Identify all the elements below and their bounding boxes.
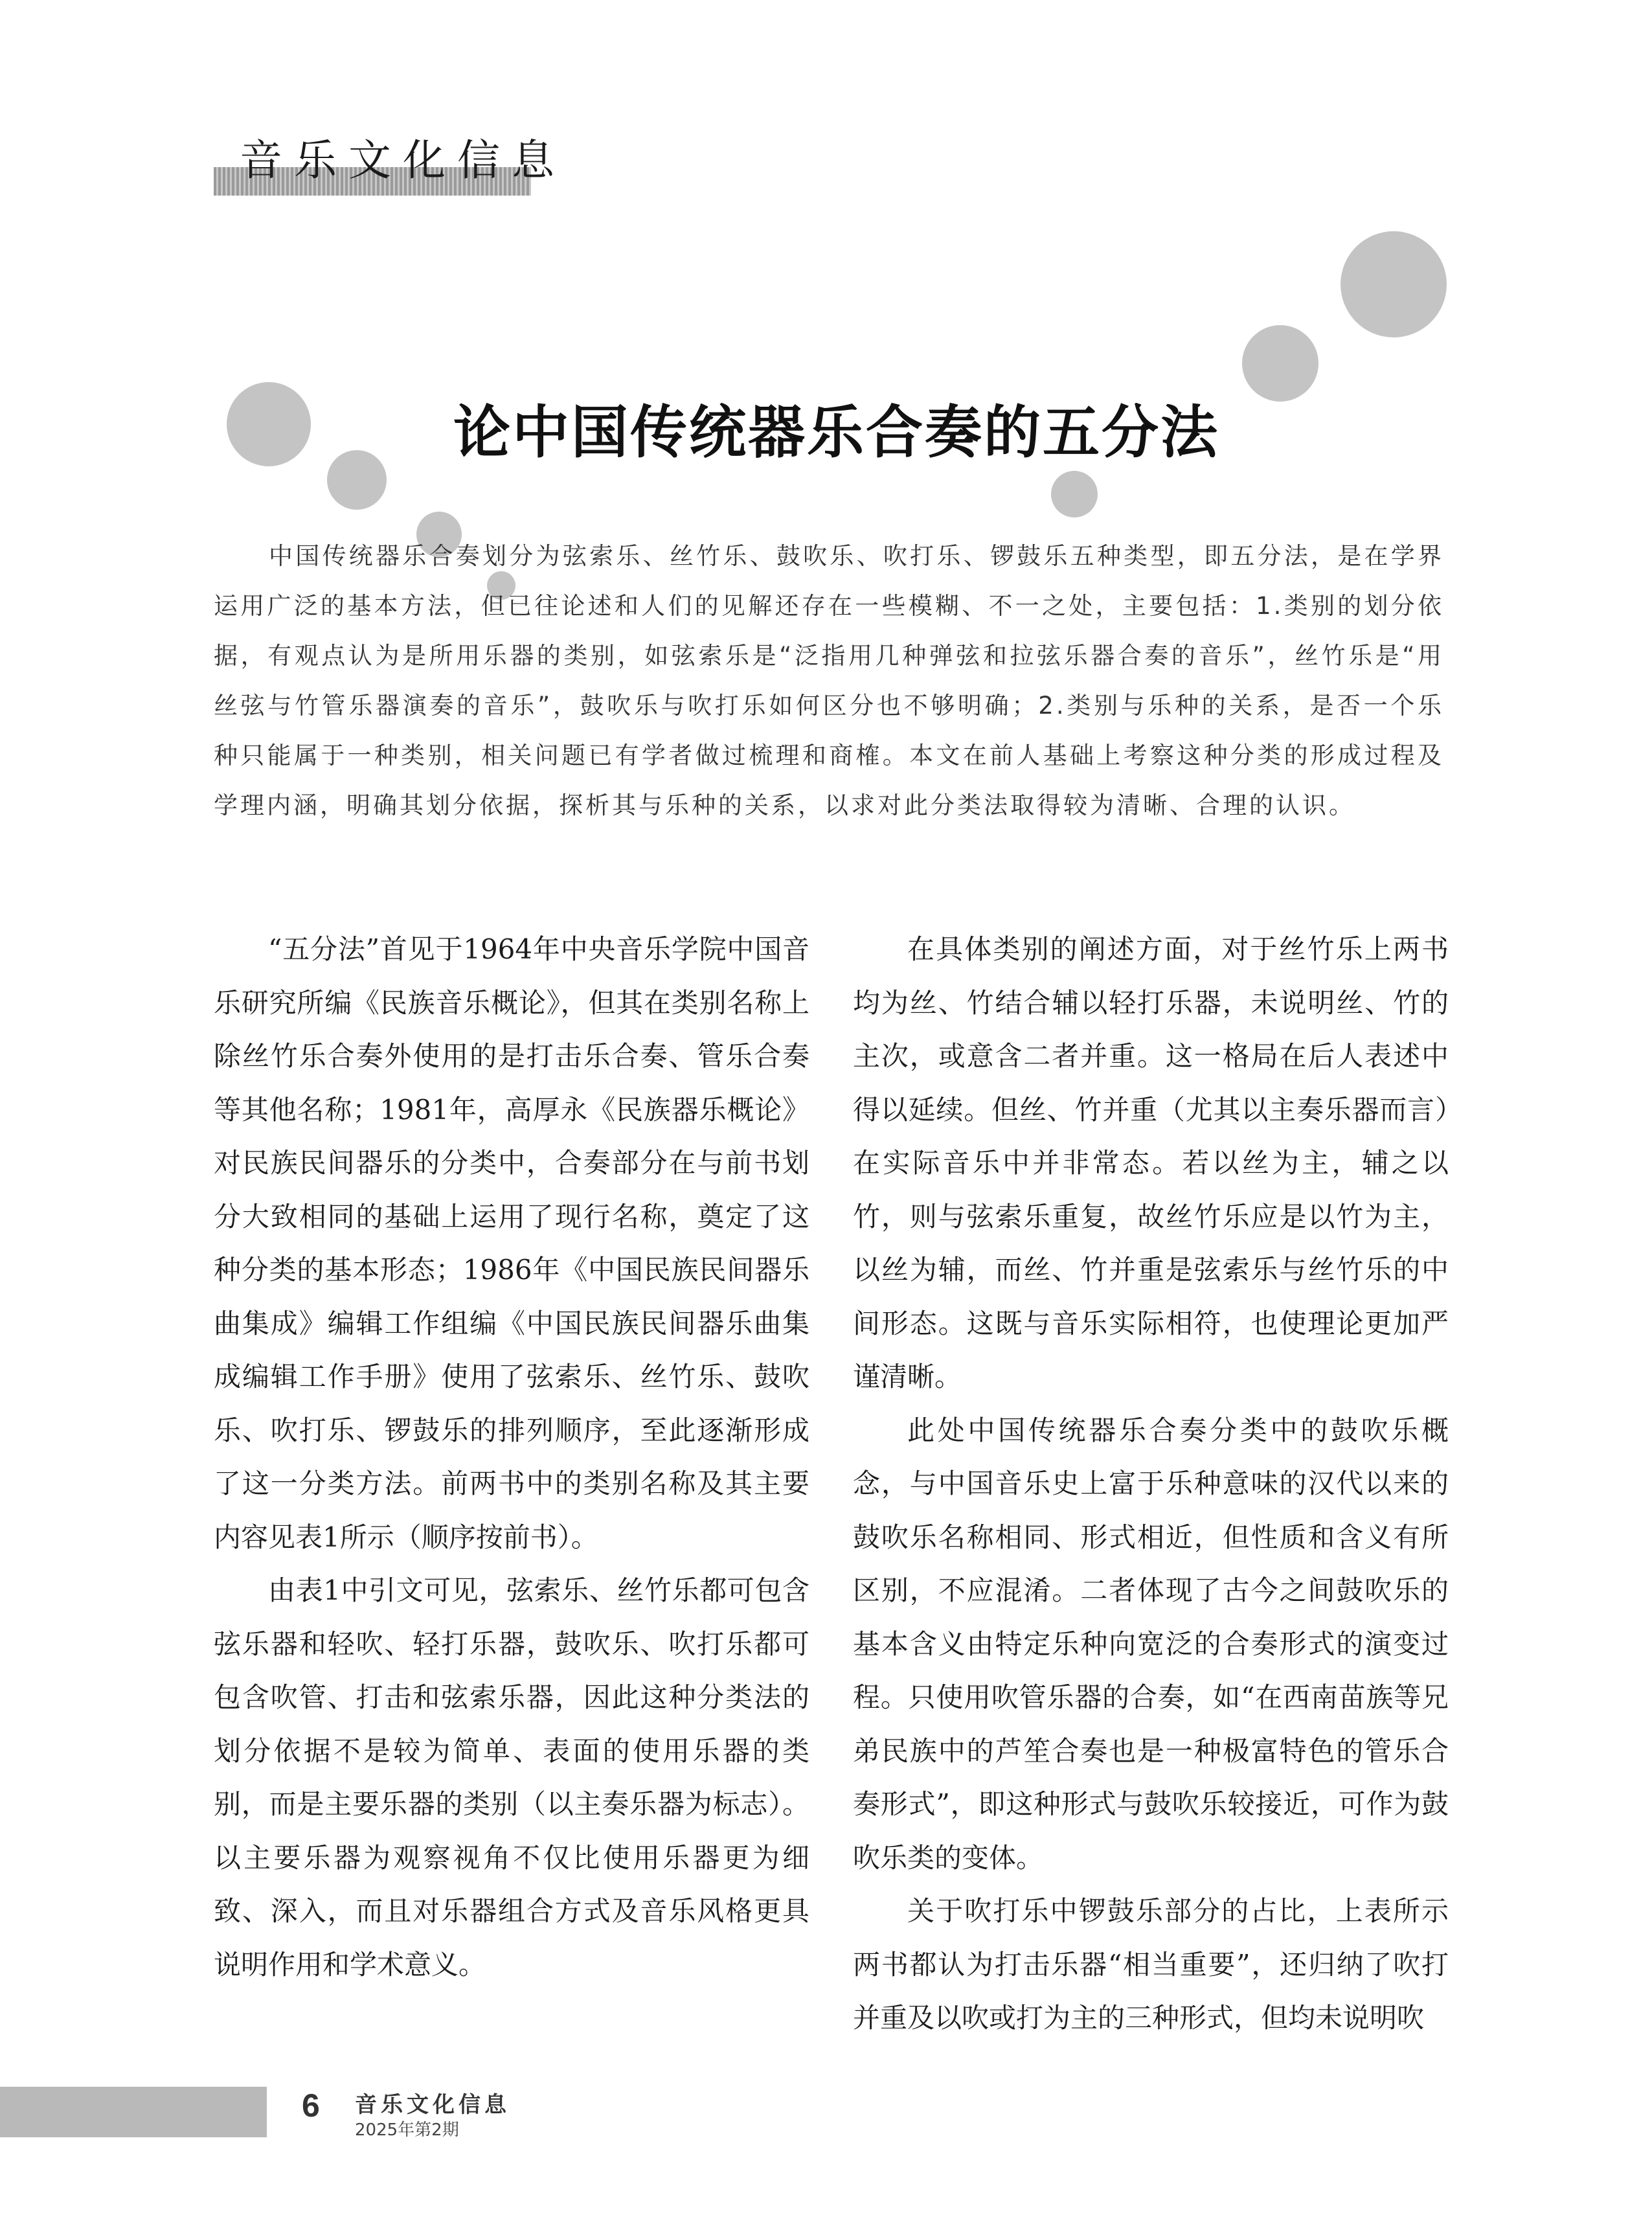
body-paragraph: 由表1中引文可见，弦索乐、丝竹乐都可包含弦乐器和轻吹、轻打乐器，鼓吹乐、吹打乐都可包含吹管、打击和弦索乐器，因此这种分类法的划分依据不是较为简单、表面的使用乐器的类别，而是主要乐器的类别（以主奏乐器为标志）。以主要乐器为观察视角不仅比使用乐器更为细致、深入，而且对乐器组合方式及音乐风格更具说明作用和学术意义。 [214,1574,809,1981]
article-title: 论中国传统器乐合奏的五分法 [453,399,1220,466]
decorative-circle [227,382,311,466]
decorative-circle [1341,231,1447,337]
decorative-circle [1242,325,1318,402]
left-column [214,923,809,1992]
footer-bar [0,2087,267,2137]
body-paragraph: 在具体类别的阐述方面，对于丝竹乐上两书均为丝、竹结合辅以轻打乐器，未说明丝、竹的主次，或意含二者并重。这一格局在后人表述中得以延续。但丝、竹并重（尤其以主奏乐器而言）在实际音乐中并非常态。若以丝为主，辅之以竹，则与弦索乐重复，故丝竹乐应是以竹为主，以丝为辅，而丝、竹并重是弦索乐与丝竹乐的中间形态。这既与音乐实际相符，也使理论更加严谨清晰。 [853,933,1449,1392]
footer-journal-name: 音乐文化信息 [355,2092,510,2118]
body-paragraph: 关于吹打乐中锣鼓乐部分的占比，上表所示两书都认为打击乐器“相当重要”，还归纳了吹打并重及以吹或打为主的三种形式，但均未说明吹 [853,1895,1449,2034]
body-paragraph: 此处中国传统器乐合奏分类中的鼓吹乐概念，与中国音乐史上富于乐种意味的汉代以来的鼓吹乐名称相同、形式相近，但性质和含义有所区别，不应混淆。二者体现了古今之间鼓吹乐的基本含义由特定乐种向宽泛的合奏形式的演变过程。只使用吹管乐器的合奏，如“在西南苗族等兄弟民族中的芦笙合奏也是一种极富特色的管乐合奏形式”，即这种形式与鼓吹乐较接近，可作为鼓吹乐类的变体。 [853,1414,1449,1874]
article-abstract: 中国传统器乐合奏划分为弦索乐、丝竹乐、鼓吹乐、吹打乐、锣鼓乐五种类型，即五分法，是在学界运用广泛的基本方法，但已往论述和人们的见解还存在一些模糊、不一之处，主要包括：1.类别的划分依据，有观点认为是所用乐器的类别，如弦索乐是“泛指用几种弹弦和拉弦乐器合奏的音乐”，丝竹乐是“用丝弦与竹管乐器演奏的音乐”，鼓吹乐与吹打乐如何区分也不够明确；2.类别与乐种的关系，是否一个乐种只能属于一种类别，相关问题已有学者做过梳理和商榷。本文在前人基础上考察这种分类的形成过程及学理内涵，明确其划分依据，探析其与乐种的关系，以求对此分类法取得较为清晰、合理的认识。 [214,542,1444,819]
right-column [853,923,1449,2045]
footer-issue: 2025年第2期 [355,2120,459,2140]
section-title: 音乐文化信息 [240,135,566,185]
section-header [214,135,566,196]
decorative-circle [327,450,387,510]
body-paragraph: “五分法”首见于1964年中央音乐学院中国音乐研究所编《民族音乐概论》，但其在类别名称上除丝竹乐合奏外使用的是打击乐合奏、管乐合奏等其他名称；1981年，高厚永《民族器乐概论》对民族民间器乐的分类中，合奏部分在与前书划分大致相同的基础上运用了现行名称，奠定了这种分类的基本形态；1986年《中国民族民间器乐曲集成》编辑工作组编《中国民族民间器乐曲集成编辑工作手册》使用了弦索乐、丝竹乐、鼓吹乐、吹打乐、锣鼓乐的排列顺序，至此逐渐形成了这一分类方法。前两书中的类别名称及其主要内容见表1所示（顺序按前书）。 [214,933,809,1553]
page-number: 6 [302,2087,320,2124]
decorative-circle [1051,471,1098,517]
